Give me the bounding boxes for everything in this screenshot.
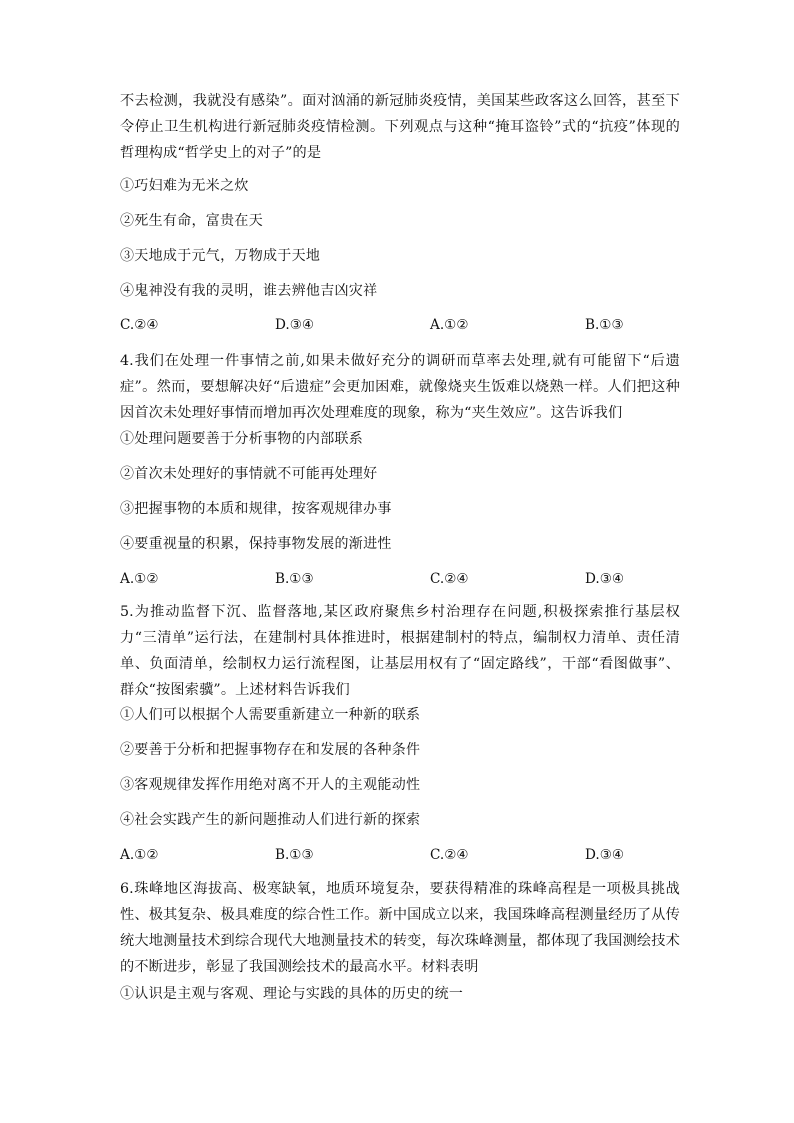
- q5-choice-2: B.①③: [275, 847, 314, 863]
- q4-choice-1: A.①②: [120, 571, 159, 587]
- q4-stem: 4.我们在处理一件事情之前,如果未做好充分的调研而草率去处理,就有可能留下“后遗症”。然而，要想解决好“后遗症”会更加困难，就像烧夹生饭难以烧熟一样。人们把这种因首次未处理好事情而增加再次处理难度的现象，称为“夹生效应”。这告诉我们: [120, 353, 680, 421]
- q3-choice-2: D.③④: [275, 317, 315, 333]
- q5-stem: 5.为推动监督下沉、监督落地,某区政府聚焦乡村治理存在问题,积极探索推行基层权力“三清单”运行法，在建制村具体推进时，根据建制村的特点，编制权力清单、责任清单、负面清单，绘制权力运行流程图，让基层用权有了“固定路线”，干部“看图做事”、群众“按图索骥”。上述材料告诉我们: [120, 604, 680, 698]
- q5-choice-4: D.③④: [585, 847, 625, 863]
- q5-option-1: ①人们可以根据个人需要重新建立一种新的联系: [120, 707, 421, 723]
- q5-option-3: ③客观规律发挥作用绝对离不开人的主观能动性: [120, 777, 421, 793]
- q6-stem: 6.珠峰地区海拔高、极寒缺氧，地质环境复杂，要获得精准的珠峰高程是一项极具挑战性、极其复杂、极具难度的综合性工作。新中国成立以来，我国珠峰高程测量经历了从传统大地测量技术到综合现代大地测量技术的转变，每次珠峰测量，都体现了我国测绘技术的不断进步，彰显了我国测绘技术的最高水平。材料表明: [120, 881, 680, 975]
- q3-choices: [120, 315, 624, 335]
- q5-choice-3: C.②④: [430, 847, 469, 863]
- q3-stem: 不去检测，我就没有感染”。面对汹涌的新冠肺炎疫情，美国某些政客这么回答，甚至下令停止卫生机构进行新冠肺炎疫情检测。下列观点与这种“掩耳盗铃”式的“抗疫”体现的哲理构成“哲学史上的对子”的是: [120, 93, 680, 161]
- q3-choice-4: B.①③: [585, 317, 624, 333]
- q3-choice-3: A.①②: [430, 317, 469, 333]
- q4-option-3: ③把握事物的本质和规律，按客观规律办事: [120, 501, 392, 517]
- q3-option-2: ②死生有命，富贵在天: [120, 213, 263, 229]
- q3-option-4: ④鬼神没有我的灵明，谁去辨他吉凶灾祥: [120, 283, 378, 299]
- q4-choice-2: B.①③: [275, 571, 314, 587]
- q4-option-4: ④要重视量的积累，保持事物发展的渐进性: [120, 536, 392, 552]
- q5-choice-1: A.①②: [120, 847, 159, 863]
- q3-choice-1: C.②④: [120, 317, 159, 333]
- q3-option-3: ③天地成于元气，万物成于天地: [120, 248, 321, 264]
- q5-choices: [120, 845, 624, 865]
- q4-choice-4: D.③④: [585, 571, 625, 587]
- q6-option-1: ①认识是主观与客观、理论与实践的具体的历史的统一: [120, 986, 464, 1002]
- q4-option-1: ①处理问题要善于分析事物的内部联系: [120, 431, 364, 447]
- q4-choices: [120, 569, 624, 589]
- q5-option-4: ④社会实践产生的新问题推动人们进行新的探索: [120, 812, 421, 828]
- q4-choice-3: C.②④: [430, 571, 469, 587]
- q3-option-1: ①巧妇难为无米之炊: [120, 178, 249, 194]
- q5-option-2: ②要善于分析和把握事物存在和发展的各种条件: [120, 742, 421, 758]
- q4-option-2: ②首次未处理好的事情就不可能再处理好: [120, 466, 378, 482]
